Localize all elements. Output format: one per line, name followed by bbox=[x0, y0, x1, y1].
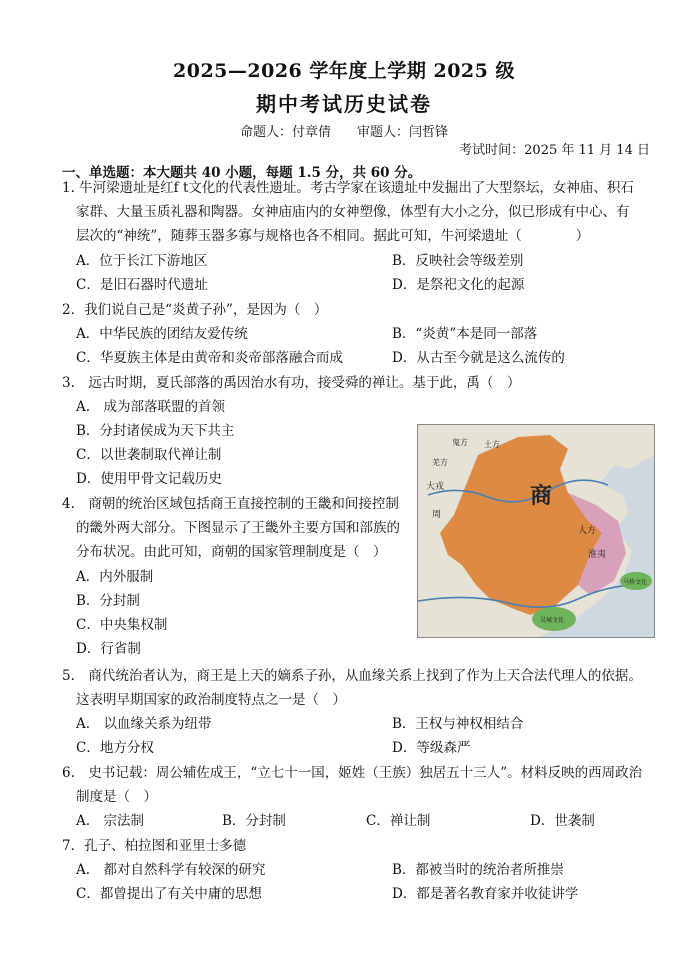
map-label-renfang: 人方 bbox=[578, 526, 597, 536]
q4-line-1: 4. 商朝的统治区域包括商王直接控制的王畿和间接控制 bbox=[62, 496, 399, 512]
q6-option-d: D．世袭制 bbox=[530, 813, 595, 829]
q3-stem: 3. 远古时期，夏氏部落的禹因治水有功，接受舜的禅让。基于此，禹（ ） bbox=[62, 375, 521, 391]
q1-line-2: 家群、大量玉质礼器和陶器。女神庙庙内的女神塑像，体型有大小之分，似已形成有中心、有 bbox=[76, 204, 630, 220]
q6-line-1: 6. 史书记载：周公辅佐成王，“立七十一国，姬姓（王族）独居五十三人”。材料反映的西周政治 bbox=[62, 765, 643, 781]
map-label-huaiyi: 淮夷 bbox=[588, 550, 607, 560]
q7-option-d: D．都是著名教育家并收徒讲学 bbox=[392, 886, 579, 902]
map-label-guifang: 鬼方 bbox=[452, 438, 468, 447]
q6-line-2: 制度是（ ） bbox=[76, 789, 157, 805]
map-label-maqiao: 马桥文化 bbox=[623, 579, 648, 586]
q1-option-c: C．是旧石器时代遗址 bbox=[76, 277, 208, 293]
q4-option-a: A．内外服制 bbox=[76, 569, 154, 585]
q1-line-1: 1. 牛河梁遗址是红f t文化的代表性遗址。考古学家在该遗址中发掘出了大型祭坛，女神庙、积石 bbox=[62, 180, 634, 196]
map-label-qiangfang: 羌方 bbox=[432, 458, 448, 467]
section-heading: 一、单选题：本大题共 40 小题，每题 1.5 分，共 60 分。 bbox=[62, 165, 422, 181]
q6-option-c: C．禅让制 bbox=[366, 813, 431, 829]
map-label-zhou: 周 bbox=[432, 510, 442, 520]
q3-option-c: C．以世袭制取代禅让制 bbox=[76, 447, 222, 463]
q3-option-a: A. 成为部落联盟的首领 bbox=[76, 399, 226, 415]
q2-option-b: B．“炎黄”本是同一部落 bbox=[392, 326, 538, 342]
q5-option-a: A. 以血缘关系为纽带 bbox=[76, 716, 212, 732]
exam-title-year: 2025—2026 学年度上学期 2025 级 bbox=[173, 60, 515, 82]
q3-option-b: B．分封诸侯成为天下共主 bbox=[76, 423, 235, 439]
q2-option-c: C．华夏族主体是由黄帝和炎帝部落融合而成 bbox=[76, 350, 343, 366]
q7-option-a: A. 都对自然科学有较深的研究 bbox=[76, 862, 266, 878]
q4-option-b: B．分封制 bbox=[76, 593, 140, 609]
exam-time: 考试时间：2025 年 11 月 14 日 bbox=[459, 143, 650, 158]
q4-line-3: 分布状况。由此可知，商朝的国家管理制度是（ ） bbox=[76, 544, 387, 560]
q5-line-2: 这表明早期国家的政治制度特点之一是（ ） bbox=[76, 692, 346, 708]
q4-option-c: C．中央集权制 bbox=[76, 617, 168, 633]
q5-option-d: D．等级森严 bbox=[392, 740, 471, 756]
q2-stem: 2．我们说自己是“炎黄子孙”，是因为（ ） bbox=[62, 302, 328, 318]
q1-option-d: D．是祭祀文化的起源 bbox=[392, 277, 525, 293]
q6-option-b: B．分封制 bbox=[222, 813, 286, 829]
exam-title-subject: 期中考试历史试卷 bbox=[256, 92, 432, 116]
map-label-darong: 大戎 bbox=[426, 482, 445, 492]
shang-territory-map bbox=[417, 424, 655, 638]
exam-authors: 命题人：付章倩 审题人：闫哲锋 bbox=[239, 125, 448, 140]
q5-option-b: B．王权与神权相结合 bbox=[392, 716, 524, 732]
q3-option-d: D．使用甲骨文记载历史 bbox=[76, 471, 222, 487]
q5-option-c: C．地方分权 bbox=[76, 740, 154, 756]
shang-map-svg bbox=[418, 425, 654, 637]
q6-option-a: A. 宗法制 bbox=[76, 813, 145, 829]
q1-option-a: A．位于长江下游地区 bbox=[76, 253, 208, 269]
q2-option-a: A．中华民族的团结友爱传统 bbox=[76, 326, 248, 342]
q7-stem: 7．孔子、柏拉图和亚里士多德 bbox=[62, 838, 247, 854]
q5-line-1: 5. 商代统治者认为，商王是上天的嫡系子孙，从血缘关系上找到了作为上天合法代理人的依据。 bbox=[62, 668, 642, 684]
map-label-wucheng: 吴城文化 bbox=[540, 617, 565, 624]
map-label-tufang: 土方 bbox=[484, 440, 500, 449]
q2-option-d: D．从古至今就是这么流传的 bbox=[392, 350, 565, 366]
q7-option-b: B．都被当时的统治者所推崇 bbox=[392, 862, 564, 878]
q4-line-2: 的畿外两大部分。下图显示了王畿外主要方国和部族的 bbox=[76, 520, 400, 536]
q1-option-b: B．反映社会等级差别 bbox=[392, 253, 524, 269]
q4-option-d: D．行省制 bbox=[76, 641, 141, 657]
q1-line-3: 层次的“神统”，随葬玉器多寡与规格也各不相同。据此可知，牛河梁遗址（ ） bbox=[76, 228, 590, 244]
q7-option-c: C．都曾提出了有关中庸的思想 bbox=[76, 886, 262, 902]
map-label-shang: 商 bbox=[530, 483, 553, 508]
